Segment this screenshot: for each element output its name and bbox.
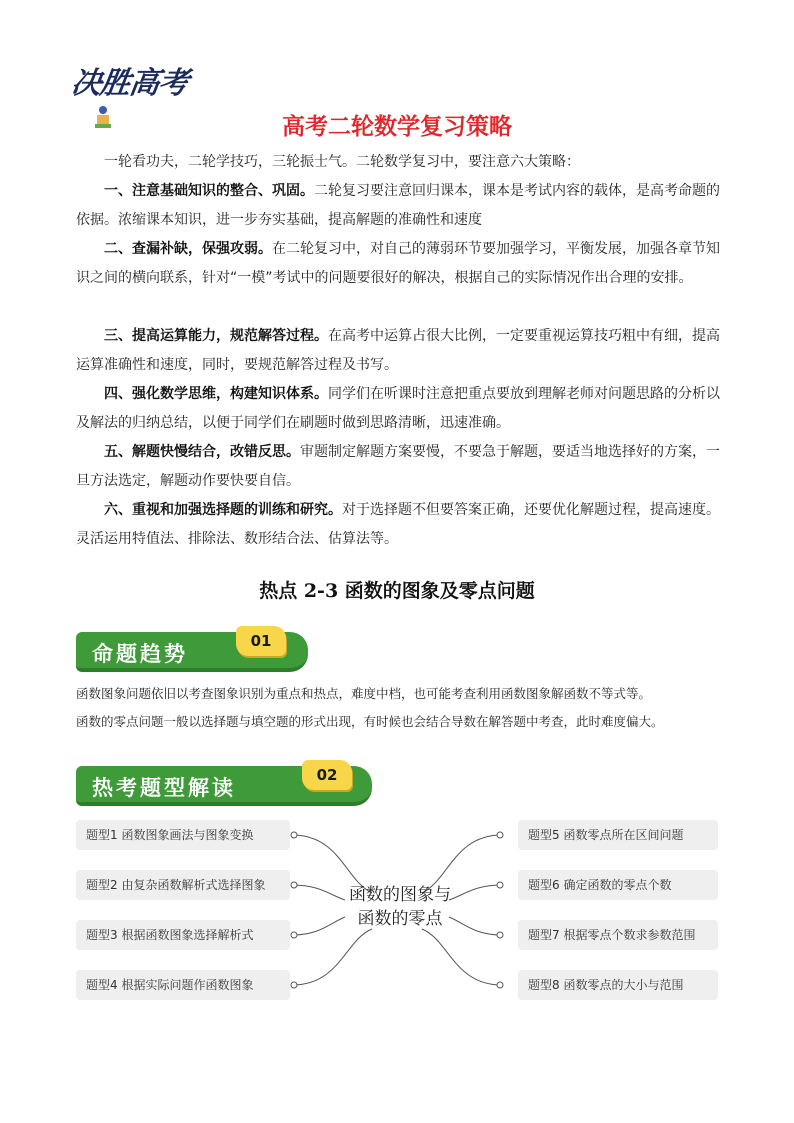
logo-text: 决胜高考 <box>69 66 190 101</box>
strategy-5-text: 审题制定解题方案要慢，不要急于解题，要适当地选择好的方案，一旦方法选定，解题动作要快要自信。 <box>76 444 720 489</box>
type-5-node[interactable]: 题型5 函数零点所在区间问题 <box>518 820 718 850</box>
strategy-2-heading: 二、查漏补缺，保强攻弱。 <box>104 241 272 257</box>
banner-types-label: 热考题型解读 <box>92 775 236 800</box>
strategy-3-text: 在高考中运算占很大比例，一定要重视运算技巧粗中有细，提高运算准确性和速度，同时，要规范解答过程及书写。 <box>76 328 720 373</box>
strategy-3 <box>76 322 724 380</box>
banner-types <box>76 760 376 806</box>
node-dot <box>497 882 503 888</box>
type-2-node[interactable]: 题型2 由复杂函数解析式选择图象 <box>76 870 290 900</box>
strategy-4-text: 同学们在听课时注意把重点要放到理解老师对问题思路的分析以及解法的归纳总结，以便于同学们在刷题时做到思路清晰，迅速准确。 <box>76 386 720 431</box>
node-dot <box>497 832 503 838</box>
intro-paragraph: 一轮看功夫，二轮学技巧，三轮振士气。二轮数学复习中，要注意六大策略： <box>104 154 580 170</box>
banner-trend <box>76 626 312 672</box>
banner-trend-number: 01 <box>236 626 286 656</box>
strategy-5-heading: 五、解题快慢结合，改错反思。 <box>104 444 300 460</box>
type-3-node[interactable]: 题型3 根据函数图象选择解析式 <box>76 920 290 950</box>
strategy-1-text: 二轮复习要注意回归课本，课本是考试内容的载体，是高考命题的依据。浓缩课本知识，进一步夯实基础，提高解题的准确性和速度 <box>76 183 720 228</box>
node-dot <box>497 982 503 988</box>
mindmap <box>0 805 794 1015</box>
connector-right-4 <box>422 929 502 985</box>
strategy-6-heading: 六、重视和加强选择题的训练和研究。 <box>104 502 342 518</box>
strategy-1 <box>76 177 724 235</box>
trend-line-1: 函数图象问题依旧以考查图象识别为重点和热点，难度中档，也可能考查利用函数图象解函数不等式等。 <box>76 686 652 701</box>
node-dot <box>291 982 297 988</box>
node-dot <box>291 882 297 888</box>
center-line-1: 函数的图象与 <box>349 885 451 905</box>
type-6-node[interactable]: 题型6 确定函数的零点个数 <box>518 870 718 900</box>
strategy-6 <box>76 496 724 554</box>
type-4-node[interactable]: 题型4 根据实际问题作函数图象 <box>76 970 290 1000</box>
type-8-node[interactable]: 题型8 函数零点的大小与范围 <box>518 970 718 1000</box>
strategy-5 <box>76 438 724 496</box>
type-1-node[interactable]: 题型1 函数图象画法与图象变换 <box>76 820 290 850</box>
node-dot <box>291 932 297 938</box>
trend-line-2: 函数的零点问题一般以选择题与填空题的形式出现，有时候也会结合导数在解答题中考查，此时难度偏大。 <box>76 714 664 729</box>
node-dot <box>291 832 297 838</box>
strategy-2-text: 在二轮复习中，对自己的薄弱环节要加强学习，平衡发展，加强各章节知识之间的横向联系，针对“一模”考试中的问题要很好的解决，根据自己的实际情况作出合理的安排。 <box>76 241 720 286</box>
connector-left-4 <box>292 929 372 985</box>
strategy-4-heading: 四、强化数学思维，构建知识体系。 <box>104 386 328 402</box>
strategy-2 <box>76 235 724 293</box>
center-line-2: 函数的零点 <box>357 909 443 929</box>
type-7-node[interactable]: 题型7 根据零点个数求参数范围 <box>518 920 718 950</box>
page-title: 高考二轮数学复习策略 <box>282 114 512 140</box>
banner-trend-label: 命题趋势 <box>92 641 188 666</box>
strategy-1-heading: 一、注意基础知识的整合、巩固。 <box>104 183 314 199</box>
node-dot <box>497 932 503 938</box>
strategy-4 <box>76 380 724 438</box>
strategy-3-heading: 三、提高运算能力，规范解答过程。 <box>104 328 328 344</box>
banner-types-number: 02 <box>302 760 352 790</box>
mindmap-center-node <box>330 883 470 931</box>
section-title: 热点 2-3 函数的图象及零点问题 <box>259 580 535 602</box>
strategy-6-text: 对于选择题不但要答案正确，还要优化解题过程，提高速度。灵活运用特值法、排除法、数形结合法、估算法等。 <box>76 502 720 547</box>
